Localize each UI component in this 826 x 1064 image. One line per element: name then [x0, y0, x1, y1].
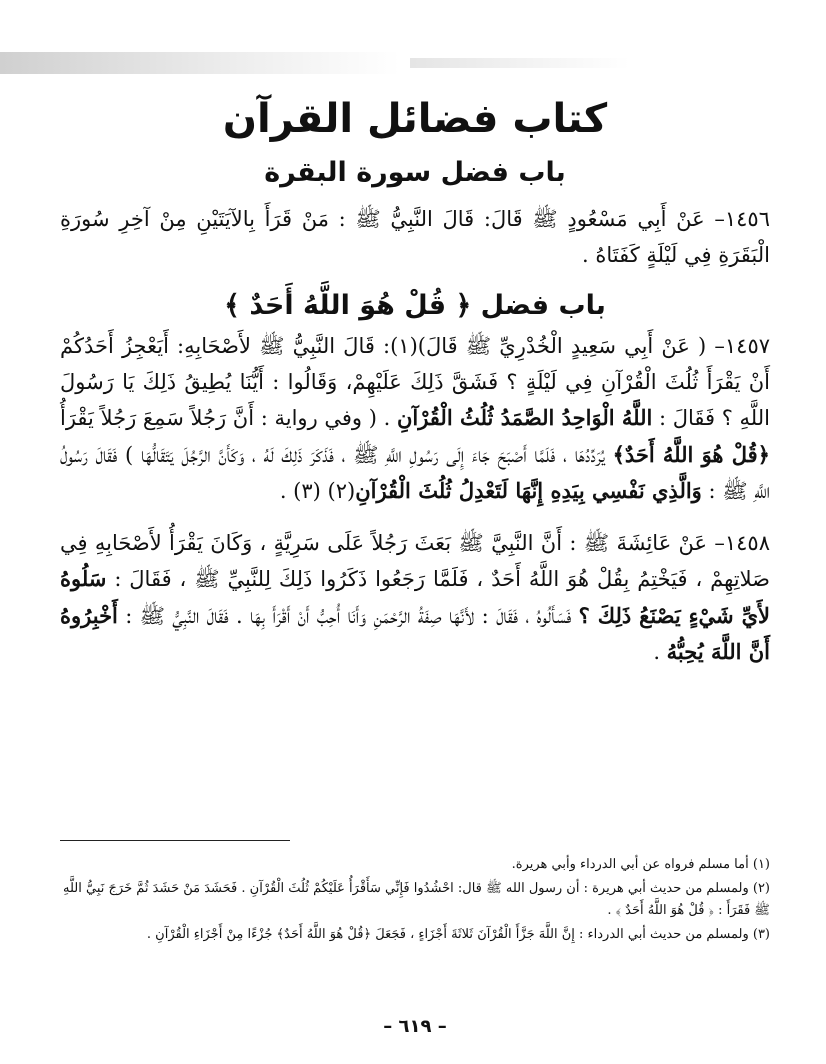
- footnote-divider: [60, 840, 290, 841]
- hadith-emphasis: اللَّهُ الْوَاحِدُ الصَّمَدُ ثُلُثُ الْقُرْآنِ: [396, 405, 653, 430]
- hadith-1458: [60, 526, 770, 671]
- hadith-text: . ( وفي رواية : أَنَّ رَجُلاً سَمِعَ رَجُلاً يَقْرَأُ: [60, 406, 397, 430]
- hadith-text: – عَنْ أَبِي مَسْعُودٍ ﷺ قَالَ: قَالَ النَّبِيُّ ﷺ : مَنْ قَرَأَ بِالآيَتَيْنِ مِنْ آخِرِ سُورَةِ الْبَقَرَةِ فِي لَيْلَةٍ كَفَتَاهُ .: [60, 207, 770, 267]
- footnote-2: (٢) ولمسلم من حديث أبي هريرة : أن رسول الله ﷺ قال: احْشُدُوا فَإِنِّي سَأَقْرَأُ عَلَيْكُمْ ثُلُثَ الْقُرْآنِ . فَحَشَدَ مَنْ حَشَدَ ثُمَّ خَرَجَ نَبِيُّ اللَّهِ ﷺ فَقَرَأَ : ﴿ قُلْ هُوَ اللَّهُ أَحَدٌ ﴾ .: [63, 881, 770, 918]
- chapter-heading-baqarah: باب فضل سورة البقرة: [264, 157, 566, 188]
- hadith-number: ١٤٥٦: [724, 207, 770, 231]
- hadith-text: فَسَأَلُوهُ ، فَقَالَ : لأَنَّهَا صِفَةُ الرَّحْمَنِ وَأَنَا أُحِبُّ أَنْ أَقْرَأَ بِهَا . فَقَالَ النَّبِيُّ ﷺ :: [117, 603, 579, 628]
- hadith-1457: [60, 329, 770, 510]
- hadith-number: ١٤٥٨: [724, 530, 770, 555]
- page-number: – ٦١٩ –: [383, 1016, 447, 1037]
- hadith-emphasis: سَلُوهُ لأَيِّ شَيْءٍ يَصْنَعُ ذَلِكَ ؟: [60, 566, 771, 628]
- hadith-text: – عَنْ عَائِشَةَ ﷺ : أَنَّ النَّبِيَّ ﷺ بَعَثَ رَجُلاً عَلَى سَرِيَّةٍ ، وَكَانَ يَقْرَأُ لأَصْحَابِهِ فِي صَلاتِهِمْ ، فَيَخْتِمُ بِقُلْ هُوَ اللَّهُ أَحَدٌ ، فَلَمَّا رَجَعُوا ذَكَرُوا ذَلِكَ لِلنَّبِيِّ ﷺ ، فَقَالَ :: [60, 530, 770, 591]
- hadith-number: ١٤٥٧: [724, 334, 771, 358]
- hadith-text: .: [653, 640, 667, 664]
- footnote-3: (٣) ولمسلم من حديث أبي الدرداء : إِنَّ اللَّهَ جَزَّأَ الْقُرْآنَ ثَلاثَةَ أَجْزَاءٍ ، فَجَعَلَ ﴿قُلْ هُوَ اللَّهُ أَحَدٌ﴾ جُزْءًا مِنْ أَجْزَاءِ الْقُرْآنِ .: [146, 927, 770, 942]
- scan-artifact-faint: [410, 58, 630, 68]
- footnote-1: (١) أما مسلم فرواه عن أبي الدرداء وأبي هريرة.: [511, 857, 770, 872]
- quran-verse: ﴿قُلْ هُوَ اللَّهُ أَحَدٌ﴾: [612, 441, 770, 467]
- book-title: كتاب فضائل القرآن: [222, 96, 608, 142]
- hadith-emphasis: وَالَّذِي نَفْسِي بِيَدِهِ إِنَّهَا لَتَعْدِلُ ثُلُثَ الْقُرْآنِ: [355, 478, 702, 503]
- footnotes: [60, 852, 770, 946]
- hadith-text: – ( عَنْ أَبِي سَعِيدٍ الْخُدْرِيِّ ﷺ قَالَ)(١): قَالَ النَّبِيُّ ﷺ لأَصْحَابِهِ: أَيَعْجِزُ أَحَدُكُمْ أَنْ يَقْرَأَ ثُلُثَ الْقُرْآنِ فِي لَيْلَةٍ ؟ فَشَقَّ ذَلِكَ عَلَيْهِمْ، وَقَالُوا : أَيُّنَا يُطِيقُ ذَلِكَ يَا رَسُولَ اللَّهِ ؟ فَقَالَ :: [60, 334, 770, 430]
- hadith-text: يُرَدِّدُهَا ، فَلَمَّا أَصْبَحَ جَاءَ إِلَى رَسُولِ اللَّهِ ﷺ ، فَذَكَرَ ذَلِكَ لَهُ ، وَكَأَنَّ الرَّجُلَ يَتَقَالُّهَا ) فَقَالَ رَسُولُ اللَّهِ ﷺ :: [60, 442, 770, 503]
- scan-artifact: [0, 52, 400, 74]
- footnote-refs: (٢) (٣) .: [279, 479, 356, 503]
- hadith-1456: [60, 202, 770, 273]
- hadith-emphasis: أَخْبِرُوهُ أَنَّ اللَّهَ يُحِبُّهُ: [60, 602, 770, 664]
- chapter-heading-ikhlas: باب فضل ﴿ قُلْ هُوَ اللَّهُ أَحَدٌ ﴾: [224, 290, 606, 321]
- book-page: [60, 88, 770, 1048]
